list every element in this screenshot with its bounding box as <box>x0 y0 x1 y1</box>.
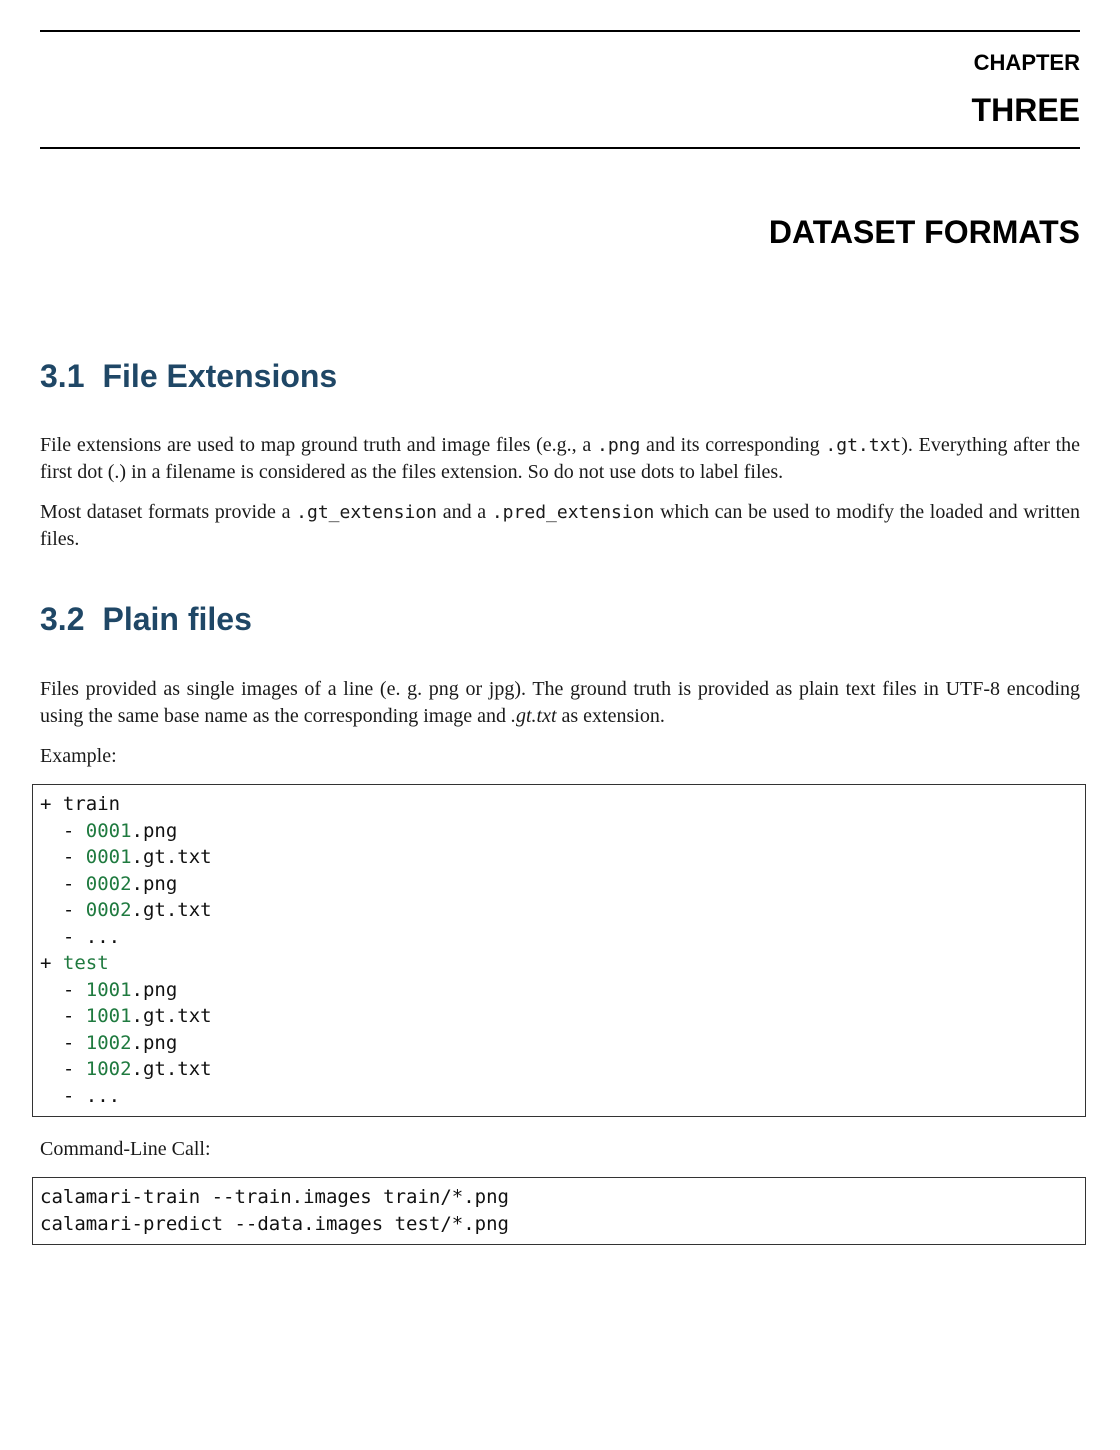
command-line-label: Command-Line Call: <box>40 1138 211 1160</box>
inline-code: .pred_extension <box>491 502 655 523</box>
command-line-code-block <box>32 1177 1086 1245</box>
section-title: Plain files <box>102 601 252 637</box>
file-number: 1002 <box>85 1058 132 1080</box>
file-name: .png <box>131 819 178 842</box>
code-line <box>40 871 1085 898</box>
code-line <box>40 1056 1085 1083</box>
file-number: 1002 <box>85 1031 132 1054</box>
section-heading-plain-files <box>40 601 252 638</box>
file-name: .gt.txt <box>131 1058 212 1080</box>
code-line <box>40 950 1085 977</box>
file-name: test <box>62 952 109 974</box>
tree-prefix: - <box>40 872 86 895</box>
inline-code: .png <box>596 435 641 456</box>
inline-code: .gt.txt <box>825 435 902 456</box>
command-line: calamari-train --train.images train/*.png <box>40 1186 509 1208</box>
chapter-number: THREE <box>971 92 1080 128</box>
code-line <box>40 1030 1085 1057</box>
paragraph-file-extensions <box>40 432 1080 486</box>
file-name: ... <box>85 1084 121 1107</box>
paragraph-extension-options <box>40 499 1080 553</box>
text-run: and a <box>437 501 492 523</box>
file-name: .png <box>131 1031 178 1054</box>
file-number: 0002 <box>85 899 132 921</box>
tree-prefix: - <box>40 1058 86 1080</box>
example-label: Example: <box>40 745 117 767</box>
tree-prefix: - <box>40 1084 86 1107</box>
file-name: .gt.txt <box>131 899 212 921</box>
chapter-label: CHAPTER <box>973 50 1080 75</box>
paragraph-plain-files <box>40 676 1080 730</box>
file-name: .png <box>131 978 178 1001</box>
code-line <box>40 791 1085 818</box>
text-run: Most dataset formats provide a <box>40 501 297 523</box>
file-name: .png <box>131 872 178 895</box>
code-line <box>40 1083 1085 1110</box>
file-name: .gt.txt <box>131 846 212 868</box>
code-line <box>40 844 1085 871</box>
text-run: which can be used to modify the loaded and written files. <box>40 501 1080 550</box>
section-title: File Extensions <box>102 358 338 394</box>
text-run: ). Everything after the first dot (.) in a filename is considered as the files extension. So do not use dots to label files. <box>40 434 1081 483</box>
code-line <box>40 818 1085 845</box>
code-line <box>40 897 1085 924</box>
tree-prefix: + <box>40 952 63 974</box>
tree-prefix: + <box>40 793 63 815</box>
text-run: Files provided as single images of a line (e. g. png or jpg). The ground truth is provided as plain text files in UTF-8 encoding using the same base name as the corresponding image and <box>40 678 1080 727</box>
emphasis: .gt.txt <box>510 705 557 727</box>
tree-prefix: - <box>40 846 86 868</box>
inline-code: .gt_extension <box>296 502 438 523</box>
chapter-rule <box>40 147 1080 149</box>
command-line: calamari-predict --data.images test/*.png <box>40 1212 509 1235</box>
tree-prefix: - <box>40 1031 86 1054</box>
text-run: as extension. <box>556 705 665 727</box>
text-run: and its corresponding <box>640 434 826 456</box>
file-number: 0001 <box>85 846 132 868</box>
file-number: 1001 <box>85 978 132 1001</box>
directory-tree-code-block <box>32 784 1086 1117</box>
tree-prefix: - <box>40 819 86 842</box>
section-number: 3.2 <box>40 601 85 637</box>
section-heading-file-extensions <box>40 358 337 395</box>
file-name: ... <box>85 925 121 948</box>
text-run: File extensions are used to map ground truth and image files (e.g., a <box>40 434 597 456</box>
file-name: .gt.txt <box>131 1005 212 1027</box>
file-number: 0002 <box>85 872 132 895</box>
top-rule <box>40 30 1080 32</box>
chapter-title: DATASET FORMATS <box>768 214 1080 250</box>
code-line <box>40 924 1085 951</box>
section-number: 3.1 <box>40 358 85 394</box>
file-name: train <box>62 793 121 815</box>
tree-prefix: - <box>40 1005 86 1027</box>
file-number: 1001 <box>85 1005 132 1027</box>
tree-prefix: - <box>40 925 86 948</box>
tree-prefix: - <box>40 899 86 921</box>
code-line <box>40 1003 1085 1030</box>
tree-prefix: - <box>40 978 86 1001</box>
code-line <box>40 977 1085 1004</box>
file-number: 0001 <box>85 819 132 842</box>
